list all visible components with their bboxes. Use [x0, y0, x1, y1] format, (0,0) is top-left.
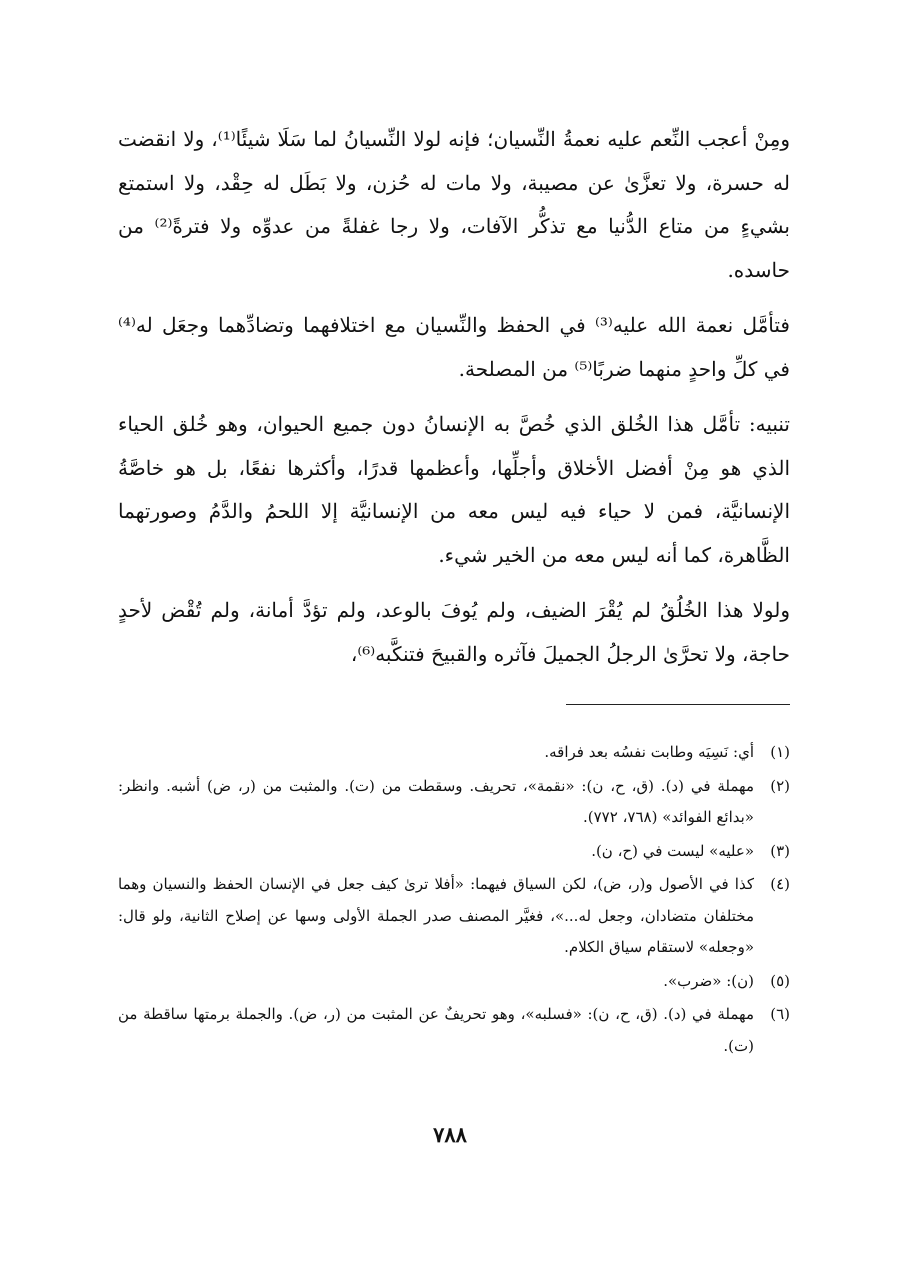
footnote: [118, 836, 790, 868]
footnote-text: «عليه» ليست في (ح، ن).: [591, 841, 754, 860]
footnote-separator: [566, 704, 790, 705]
page-number: ٧٨٨: [433, 1122, 467, 1147]
paragraph-3: تنبيه: تأمَّل هذا الخُلق الذي خُصَّ به الإنسانُ دون جميع الحيوان، وهو خُلق الحياء الذي هو مِنْ أفضل الأخلاق وأجلِّها، وأعظمها قدرًا، وأكثرها نفعًا، بل هو خاصَّةُ الإنسانيَّة، فمن لا حياء فيه ليس معه من الإنسانيَّة إلا اللحمُ والدَّمُ وصورتهما الظَّاهرة، كما أنه ليس معه من الخير شيء.: [118, 412, 790, 567]
footnote-number: (٢): [770, 776, 790, 795]
footnote-text: (ن): «ضرب».: [663, 971, 754, 990]
footnote: [118, 999, 790, 1062]
footnote-number: (٣): [770, 841, 790, 860]
footnotes: [118, 737, 790, 1062]
footnote: [118, 771, 790, 834]
footnote-text: أي: نَسِيَه وطابت نفسُه بعد فراقه.: [544, 743, 754, 761]
footnote-number: (٦): [770, 1005, 790, 1023]
footnote: [118, 869, 790, 964]
footnote-separator-wrap: [118, 688, 790, 723]
paragraph-2: فتأمَّل نعمة الله عليه⁽³⁾ في الحفظ والنِّسيان مع اختلافهما وتضادِّهما وجعَل له⁽⁴⁾ في كلِّ واحدٍ منهما ضربًا⁽⁵⁾ من المصلحة.: [118, 313, 790, 381]
paragraph-4: ولولا هذا الخُلُقُ لم يُقْرَ الضيف، ولم يُوفَ بالوعد، ولم تؤدَّ أمانة، ولم تُقْض لأحدٍ حاجة، ولا تحرَّىٰ الرجلُ الجميلَ فآثره والقبيحَ فتنكَّبه⁽⁶⁾،: [118, 598, 790, 666]
footnote-number: (١): [770, 743, 790, 761]
footnote-number: (٥): [770, 971, 790, 990]
main-text: [118, 118, 790, 676]
footnote: [118, 737, 790, 769]
paragraph-1: ومِنْ أعجب النِّعم عليه نعمةُ النِّسيان؛ فإنه لولا النِّسيانُ لما سَلَا شيئًا⁽¹⁾، ولا انقضت له حسرة، ولا تعزَّىٰ عن مصيبة، ولا مات له حُزن، ولا بَطَل له حِقْد، ولا استمتع بشيءٍ من متاع الدُّنيا مع تذكُّر الآفات، ولا رجا غفلةً من عدوِّه ولا فترةً⁽²⁾ من حاسده.: [118, 127, 791, 282]
footnote-text: مهملة في (د). (ق، ح، ن): «فسلبه»، وهو تحريفٌ عن المثبت من (ر، ض). والجملة برمتها ساقطة من (ت).: [118, 1005, 754, 1055]
page-body: [118, 118, 790, 1064]
footnote-text: مهملة في (د). (ق، ح، ن): «نقمة»، تحريف. وسقطت من (ت). والمثبت من (ر، ض) أشبه. وانظر: «بدائع الفوائد» (٧٦٨، ٧٧٢).: [118, 776, 754, 826]
footnote-number: (٤): [770, 875, 790, 893]
footnote-text: كذا في الأصول و(ر، ض)، لكن السياق فيهما: «أفلا ترىٰ كيف جعل في الإنسان الحفظ والنسيان وهما مختلفان متضادان، وجعل له...»، فغيَّر المصنف صدر الجملة الأولى وسها عن إصلاح الثانية، ولو قال: «وجعله» لاستقام سياق الكلام.: [118, 875, 754, 956]
footnote: [118, 966, 790, 998]
